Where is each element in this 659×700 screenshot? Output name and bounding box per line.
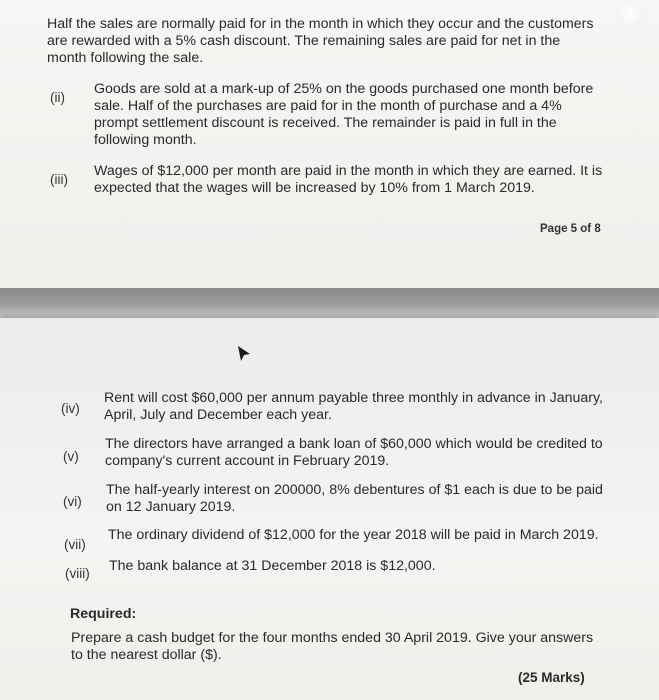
required-heading: Required:: [70, 606, 137, 622]
page-number: Page 5 of 8: [540, 223, 601, 235]
light-glare: [612, 2, 648, 24]
page-gap: [0, 288, 659, 318]
item-number-v: (v): [63, 449, 79, 464]
marks-label: (25 Marks): [518, 670, 585, 685]
item-number-iv: (iv): [61, 401, 80, 416]
item-text-vii: The ordinary dividend of $12,000 for the year 2018 will be paid in March 2019.: [108, 527, 599, 543]
item-number-iii: (iii): [50, 172, 68, 187]
intro-paragraph: Half the sales are normally paid for in the month in which they occur and the customers are rewarded with a 5% cash discount. The remaining sales are paid for net in the month following the sale.: [47, 16, 594, 66]
item-number-vii: (vii): [64, 537, 86, 552]
mouse-cursor-icon: [236, 344, 252, 364]
item-number-ii: (ii): [50, 90, 65, 105]
required-text: Prepare a cash budget for the four months ended 30 April 2019. Give your answers to the nearest dollar ($).: [71, 630, 594, 663]
item-text-v: The directors have arranged a bank loan of $60,000 which would be credited to company's current account in February 2019.: [105, 436, 603, 469]
item-text-vi: The half-yearly interest on 200000, 8% debentures of $1 each is due to be paid on 12 January 2019.: [106, 482, 603, 515]
item-text-iv: Rent will cost $60,000 per annum payable three monthly in advance in January, April, July and December each year.: [104, 390, 603, 423]
item-number-viii: (viii): [65, 566, 90, 581]
item-text-iii: Wages of $12,000 per month are paid in the month in which they are earned. It is expected that the wages will be increased by 10% from 1 March 2019.: [94, 163, 603, 196]
item-number-vi: (vi): [63, 494, 82, 509]
item-text-ii: Goods are sold at a mark-up of 25% on the goods purchased one month before sale. Half of the purchases are paid for in the month of purchase and a 4% prompt settlement discount is received. The remainder is paid in full in the following month.: [94, 81, 594, 148]
item-text-viii: The bank balance at 31 December 2018 is $12,000.: [109, 558, 436, 574]
